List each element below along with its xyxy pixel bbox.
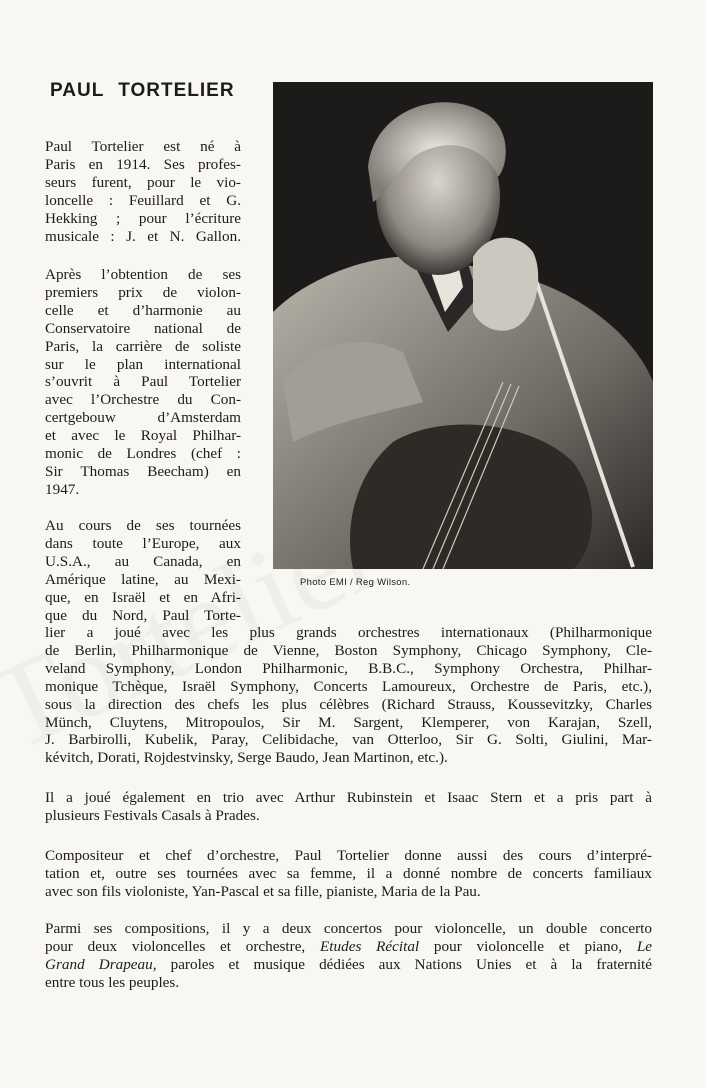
text-line: J. Barbirolli, Kubelik, Paray, Celibidache, van Otterloo, Sir G. Solti, Giulini, Mar- (45, 731, 652, 749)
text-line: Après l’obtention de ses (45, 266, 241, 283)
cellist-photo-illustration (273, 82, 653, 569)
work-title-grand-drapeau: Grand Drapeau, (45, 955, 157, 973)
portrait-photo (273, 82, 653, 569)
text-line: premiers prix de violon- (45, 283, 241, 301)
text-line: kévitch, Dorati, Rojdestvinsky, Serge Baudo, Jean Martinon, etc.). (45, 749, 448, 767)
text-fragment: pour violoncelle et piano, (419, 937, 637, 955)
text-line: sous la direction des chefs les plus célèbres (Richard Strauss, Koussevitzky, Charles (45, 695, 652, 713)
text-line: monique Tchèque, Israël Symphony, Concerts Lamoureux, Orchestre de Paris, etc.), (45, 677, 652, 695)
text-line: tation et, outre ses tournées avec sa femme, il a donné nombre de concerts familiaux (45, 864, 652, 882)
text-line: que, en Israël et en Afri- (45, 588, 241, 606)
text-line: avec son fils violoniste, Yan-Pascal et sa fille, pianiste, Maria de la Pau. (45, 882, 481, 900)
paragraph-tours-column (45, 517, 241, 624)
text-line: Il a joué également en trio avec Arthur Rubinstein et Isaac Stern et a pris part à (45, 789, 652, 806)
text-line: certgebouw d’Amsterdam (45, 409, 241, 427)
text-line: musicale : J. et N. Gallon. (45, 227, 241, 245)
text-line: Au cours de ses tournées (45, 517, 241, 534)
work-title-le: Le (636, 937, 652, 955)
text-line: et avec le Royal Philhar- (45, 427, 241, 445)
text-line: lier a joué avec les plus grands orchestres internationaux (Philharmonique (45, 624, 652, 641)
text-line: Conservatoire national de (45, 319, 241, 337)
text-line: de Berlin, Philharmonique de Vienne, Boston Symphony, Chicago Symphony, Cle- (45, 641, 652, 659)
text-line: entre tous les peuples. (45, 973, 180, 991)
text-line: loncelle : Feuillard et G. (45, 191, 241, 209)
text-line: Paris en 1914. Ses profes- (45, 155, 241, 173)
paragraph-trio (45, 789, 652, 825)
text-line: 1947. (45, 480, 80, 498)
paragraph-birth (45, 138, 241, 245)
text-line: s’ouvrit à Paul Tortelier (45, 373, 241, 391)
paragraph-tours-full (45, 624, 652, 767)
text-line: Compositeur et chef d’orchestre, Paul Tortelier donne aussi des cours d’interpré- (45, 847, 652, 864)
text-line: Paris, la carrière de soliste (45, 337, 241, 355)
text-line: sur le plan international (45, 355, 241, 373)
text-line: seurs furent, pour le vio- (45, 173, 241, 191)
text-line (45, 938, 652, 956)
text-line: veland Symphony, London Philharmonic, B.B.C., Symphony Orchestra, Philhar- (45, 659, 652, 677)
text-line: que du Nord, Paul Torte- (45, 606, 241, 624)
text-line: dans toute l’Europe, aux (45, 534, 241, 552)
text-line: monic de Londres (chef : (45, 445, 241, 463)
text-line: avec l’Orchestre du Con- (45, 391, 241, 409)
text-line: Sir Thomas Beecham) en (45, 462, 241, 480)
text-line: Hekking ; pour l’écriture (45, 209, 241, 227)
text-fragment: paroles et musique dédiées aux Nations Unies et à la fraternité (156, 955, 653, 973)
paragraph-compositions (45, 920, 652, 992)
text-line: plusieurs Festivals Casals à Prades. (45, 806, 260, 824)
paragraph-career (45, 266, 241, 499)
text-line: Münch, Cluytens, Mitropoulos, Sir M. Sargent, Klemperer, von Karajan, Szell, (45, 713, 652, 731)
text-line: Paul Tortelier est né à (45, 138, 241, 155)
text-line: U.S.A., au Canada, en (45, 552, 241, 570)
text-line: Amérique latine, au Mexi- (45, 570, 241, 588)
work-title-etudes-recital: Etudes Récital (320, 937, 420, 955)
photo-caption: Photo EMI / Reg Wilson. (300, 577, 411, 588)
text-line: celle et d’harmonie au (45, 301, 241, 319)
paragraph-teaching (45, 847, 652, 901)
page-title: PAUL TORTELIER (50, 80, 235, 101)
text-fragment: pour deux violoncelles et orchestre, (45, 937, 321, 955)
text-line (45, 956, 652, 974)
text-line: Parmi ses compositions, il y a deux concertos pour violoncelle, un double concerto (45, 920, 652, 937)
